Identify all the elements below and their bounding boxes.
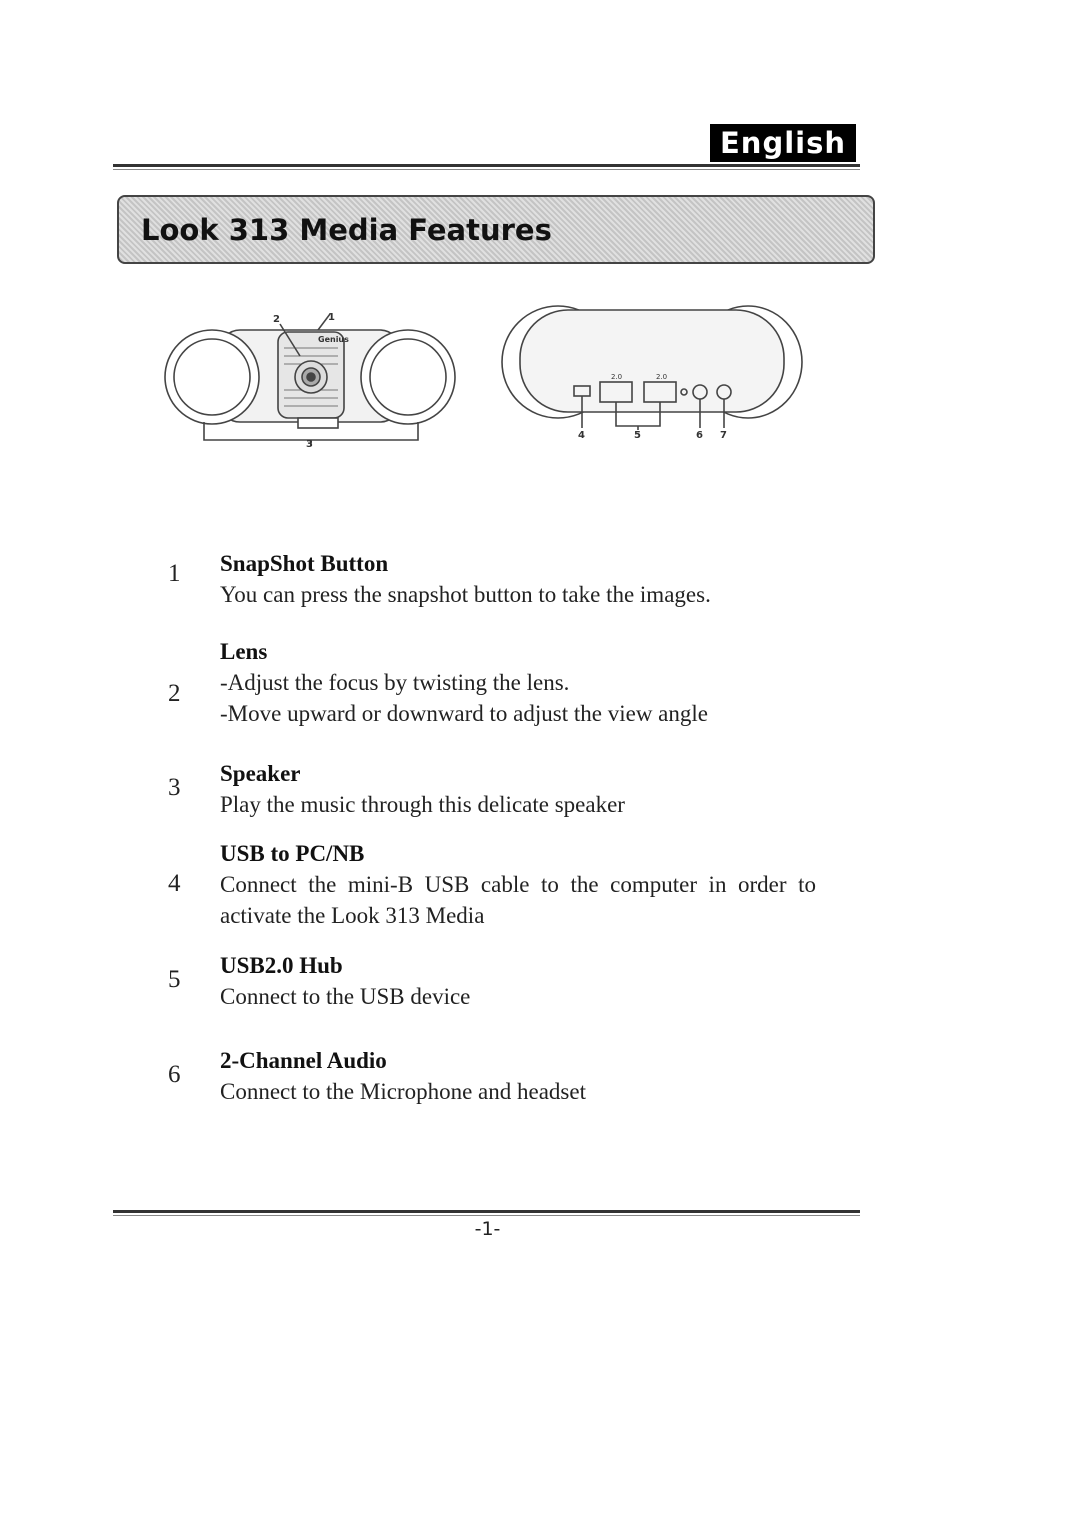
footer-rule: [113, 1210, 860, 1213]
feature-title: Lens: [220, 639, 268, 664]
callout-6: 6: [696, 430, 703, 441]
feature-description: -Move upward or downward to adjust the view angle: [220, 701, 708, 726]
feature-text: [220, 838, 816, 931]
feature-number: 1: [168, 560, 181, 587]
callout-3: 3: [306, 439, 313, 450]
back-body: [520, 310, 784, 412]
section-title: Look 313 Media Features: [141, 212, 552, 247]
callout-5: 5: [634, 430, 641, 441]
callout-7: 7: [720, 430, 727, 441]
usb-label-2: 2.0: [656, 373, 668, 381]
feature-text: [220, 1045, 816, 1107]
feature-title: USB2.0 Hub: [220, 953, 343, 978]
callout-2: 2: [273, 314, 280, 325]
back-view: [502, 306, 802, 441]
right-speaker: [361, 330, 455, 424]
feature-number: 5: [168, 966, 181, 993]
header-rule: [113, 164, 860, 167]
header-rule-thin: [113, 169, 860, 170]
usb-label-1: 2.0: [611, 373, 623, 381]
callout-1: 1: [328, 312, 335, 323]
feature-text: [220, 548, 816, 610]
callout-4: 4: [578, 430, 585, 441]
page-number: -1-: [474, 1218, 501, 1240]
feature-title: USB to PC/NB: [220, 841, 365, 866]
feature-description: Play the music through this delicate speaker: [220, 792, 625, 817]
left-speaker: [165, 330, 259, 424]
language-badge: English: [710, 124, 856, 162]
feature-description: Connect to the USB device: [220, 984, 471, 1009]
feature-title: Speaker: [220, 761, 301, 786]
feature-number: 4: [168, 870, 181, 897]
feature-description: Connect the mini-B USB cable to the computer in order to activate the Look 313 Media: [220, 872, 816, 928]
section-title-box: [117, 195, 875, 264]
feature-description: Connect to the Microphone and headset: [220, 1079, 586, 1104]
feature-description: You can press the snapshot button to take the images.: [220, 582, 711, 607]
feature-text: [220, 950, 816, 1012]
feature-number: 6: [168, 1061, 181, 1088]
footer-rule-thin: [113, 1215, 860, 1216]
feature-title: 2-Channel Audio: [220, 1048, 387, 1073]
feature-text: [220, 636, 816, 729]
feature-title: SnapShot Button: [220, 551, 389, 576]
feature-number: 2: [168, 680, 181, 707]
brand-mark: Genius: [318, 335, 349, 344]
feature-number: 3: [168, 774, 181, 801]
feature-text: [220, 758, 816, 820]
product-diagram: [160, 300, 820, 460]
front-view: [165, 312, 455, 450]
feature-description: -Adjust the focus by twisting the lens.: [220, 670, 570, 695]
